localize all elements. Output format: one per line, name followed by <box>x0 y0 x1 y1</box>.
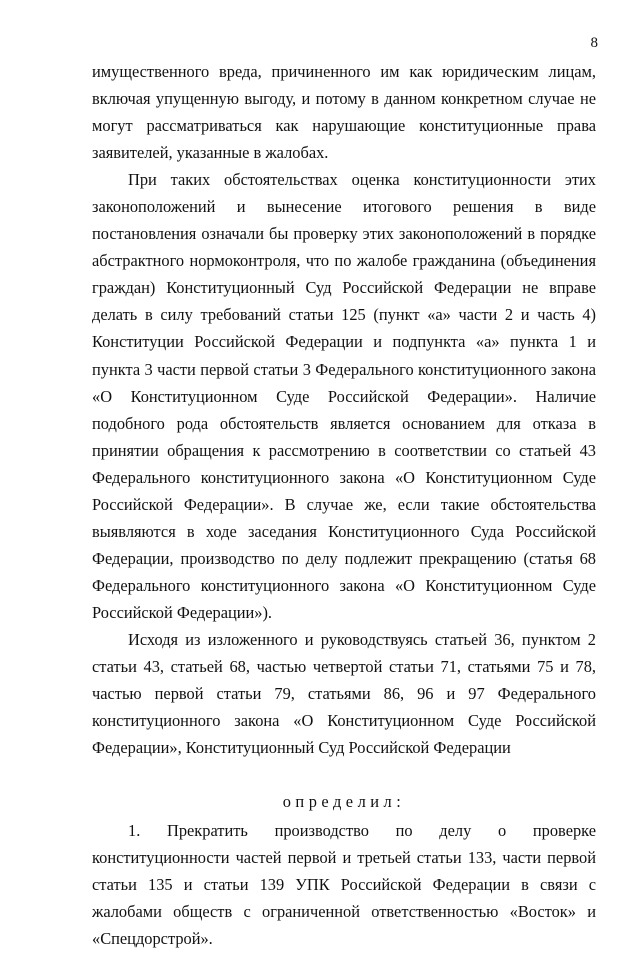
paragraph-circumstances: При таких обстоятельствах оценка конституционности этих законоположений и вынесение итогового решения в виде постановления означали бы проверку этих законоположений в порядке абстрактного нормоконтроля, что по жалобе гражданина (объединения граждан) Конституционный Суд Российской Федерации не вправе делать в силу требований статьи 125 (пункт «а» части 2 и часть 4) Конституции Российской Федерации и подпункта «а» пункта 1 и пункта 3 части первой статьи 3 Федерального конституционного закона «О Конституционном Суде Российской Федерации». Наличие подобного рода обстоятельств является основанием для отказа в принятии обращения к рассмотрению в соответствии со статьей 43 Федерального конституционного закона «О Конституционном Суде Российской Федерации». В случае же, если такие обстоятельства выявляются в ходе заседания Конституционного Суда Российской Федерации, производство по делу подлежит прекращению (статья 68 Федерального конституционного закона «О Конституционном Суде Российской Федерации»). <box>92 170 596 622</box>
paragraph-continued: имущественного вреда, причиненного им как юридическим лицам, включая упущенную выгоду, и потому в данном конкретном случае не могут рассматриваться как нарушающие конституционные права заявителей, указанные в жалобах. <box>92 62 596 163</box>
document-body <box>92 58 596 953</box>
decision-item-1: 1. Прекратить производство по делу о проверке конституционности частей первой и третьей статьи 133, части первой статьи 135 и статьи 139 УПК Российской Федерации в связи с жалобами обществ с ограниченной ответственностью «Восток» и «Спецдорстрой». <box>92 821 596 949</box>
decision-heading: определил: <box>282 792 406 812</box>
page-number: 8 <box>590 35 598 51</box>
paragraph-grounds: Исходя из изложенного и руководствуясь статьей 36, пунктом 2 статьи 43, статьей 68, частью четвертой статьи 71, статьями 75 и 78, частью первой статьи 79, статьями 86, 96 и 97 Федерального конституционного закона «О Конституционном Суде Российской Федерации», Конституционный Суд Российской Федерации <box>92 629 596 758</box>
